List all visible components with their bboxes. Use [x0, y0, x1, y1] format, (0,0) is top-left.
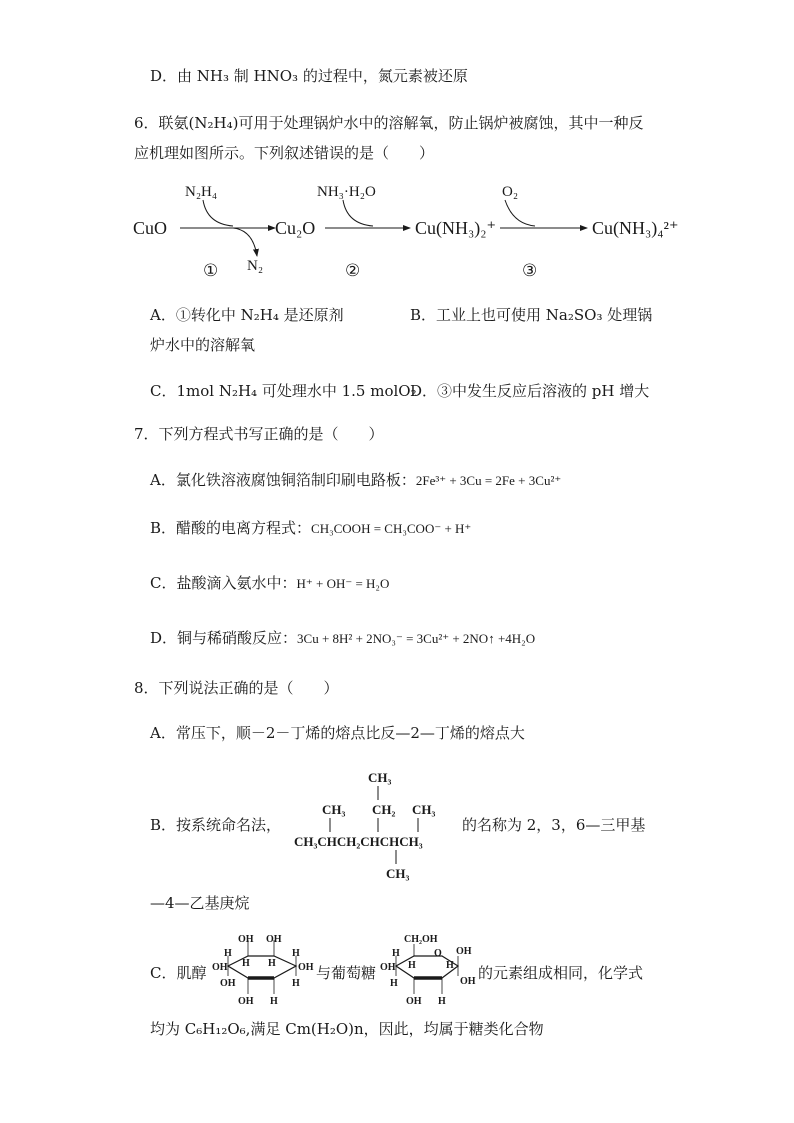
- q8-option-b-line2: —4—乙基庚烷: [150, 894, 250, 912]
- svg-text:H: H: [224, 948, 232, 959]
- q8-option-b-suffix: 的名称为 2，3，6—三甲基: [462, 816, 646, 834]
- step-1-label: ①: [203, 261, 219, 280]
- q7-option-a: [150, 470, 561, 491]
- svg-text:O: O: [434, 948, 442, 959]
- species-cu-nh3-2: Cu(NH₃)₂⁺: [415, 218, 497, 238]
- reagent-o2: O₂: [502, 184, 519, 200]
- q5-option-d: D．由 NH₃ 制 HNO₃ 的过程中，氮元素被还原: [150, 67, 468, 85]
- branched-alkane-structure: [292, 764, 462, 882]
- species-cuo: CuO: [133, 218, 168, 238]
- svg-text:OH: OH: [406, 996, 422, 1007]
- q8-option-c-line2: 均为 C₆H₁₂O₆,满足 Cm(H₂O)n，因此，均属于糖类化合物: [150, 1020, 544, 1038]
- svg-text:H: H: [292, 948, 300, 959]
- svg-text:H: H: [438, 996, 446, 1007]
- q6-option-c: C．1mol N₂H₄ 可处理水中 1.5 molO₂: [150, 382, 417, 400]
- q7-stem: 7．下列方程式书写正确的是（ ）: [134, 425, 384, 443]
- curve-o2-in: [505, 200, 535, 226]
- q7-option-b: [150, 518, 471, 539]
- svg-text:H: H: [390, 978, 398, 989]
- q6-stem-line2: 应机理如图所示。下列叙述错误的是（ ）: [134, 144, 435, 162]
- species-cu2o: Cu₂O: [275, 218, 316, 238]
- curve-nh3-in: [343, 200, 373, 226]
- q6-option-b-line2: 炉水中的溶解氧: [150, 336, 256, 354]
- q8-option-a: A．常压下，顺－2－丁烯的熔点比反—2—丁烯的熔点大: [150, 724, 525, 742]
- species-cu-nh3-4: Cu(NH₃)₄²⁺: [592, 218, 679, 238]
- curve-n2-out: [233, 228, 257, 256]
- q7-option-c-text: C．盐酸滴入氨水中：: [150, 574, 297, 592]
- q8-option-c-prefix: C．肌醇: [150, 964, 207, 982]
- svg-text:H: H: [268, 958, 276, 969]
- q7-option-d-equation: 3Cu + 8H² + 2NO₃⁻ = 3Cu²⁺ + 2NO↑ +4H₂O: [297, 631, 536, 646]
- q6-option-a: A．①转化中 N₂H₄ 是还原剂: [150, 306, 344, 324]
- svg-text:OH: OH: [460, 976, 476, 987]
- q6-option-d: D．③中发生反应后溶液的 pH 增大: [410, 382, 650, 400]
- q7-option-b-equation: CH₃COOH = CH₃COO⁻ + H⁺: [311, 521, 472, 536]
- q8-option-c-middle: 与葡萄糖: [316, 964, 377, 982]
- svg-text:OH: OH: [220, 978, 236, 989]
- q8-option-b-prefix: B．按系统命名法，: [150, 816, 282, 834]
- product-n2: N₂: [247, 258, 264, 274]
- svg-text:H: H: [446, 960, 454, 971]
- reagent-nh3h2o: NH₃·H₂O: [317, 184, 376, 200]
- q6-option-b-line1: B．工业上也可使用 Na₂SO₃ 处理锅: [410, 306, 653, 324]
- svg-text:CH₂OH: CH₂OH: [404, 934, 438, 945]
- svg-text:OH: OH: [298, 962, 314, 973]
- svg-text:OH: OH: [238, 996, 254, 1007]
- svg-text:H: H: [270, 996, 278, 1007]
- q7-option-c-equation: H⁺ + OH⁻ = H₂O: [296, 576, 390, 591]
- svg-text:OH: OH: [212, 962, 228, 973]
- svg-text:H: H: [292, 978, 300, 989]
- q7-option-a-text: A．氯化铁溶液腐蚀铜箔制印刷电路板：: [150, 471, 416, 489]
- step-3-label: ③: [522, 261, 538, 280]
- struct-branch-ch3-left: CH₃: [322, 802, 346, 817]
- q7-option-c: [150, 573, 389, 594]
- curve-n2h4-in: [203, 200, 233, 226]
- q7-option-d-text: D．铜与稀硝酸反应：: [150, 629, 298, 647]
- struct-main-chain: CH₃CHCH₂CHCHCH₃: [294, 834, 423, 849]
- q6-stem-line1: 6．联氨(N₂H₄)可用于处理锅炉水中的溶解氧，防止锅炉被腐蚀，其中一种反: [134, 114, 644, 132]
- svg-text:H: H: [408, 960, 416, 971]
- struct-branch-bottom: CH₃: [386, 866, 410, 881]
- struct-branch-top: CH₃: [368, 770, 392, 785]
- q7-option-a-equation: 2Fe³⁺ + 3Cu = 2Fe + 3Cu²⁺: [415, 473, 562, 488]
- glucose-structure: [380, 932, 476, 1012]
- q6-reaction-diagram: [125, 178, 700, 284]
- svg-text:H: H: [392, 948, 400, 959]
- struct-branch-ch3-right: CH₃: [412, 802, 436, 817]
- svg-text:OH: OH: [380, 962, 396, 973]
- step-2-label: ②: [345, 261, 361, 280]
- svg-text:OH: OH: [456, 946, 472, 957]
- q7-option-b-text: B．醋酸的电离方程式：: [150, 519, 312, 537]
- struct-branch-ch2: CH₂: [372, 802, 396, 817]
- q8-option-c-suffix: 的元素组成相同，化学式: [478, 964, 644, 982]
- svg-text:OH: OH: [266, 934, 282, 945]
- inositol-structure: [212, 932, 314, 1012]
- q8-stem: 8．下列说法正确的是（ ）: [134, 679, 339, 697]
- q7-option-d: [150, 628, 535, 649]
- svg-text:OH: OH: [238, 934, 254, 945]
- svg-text:H: H: [242, 958, 250, 969]
- reagent-n2h4: N₂H₄: [185, 184, 218, 200]
